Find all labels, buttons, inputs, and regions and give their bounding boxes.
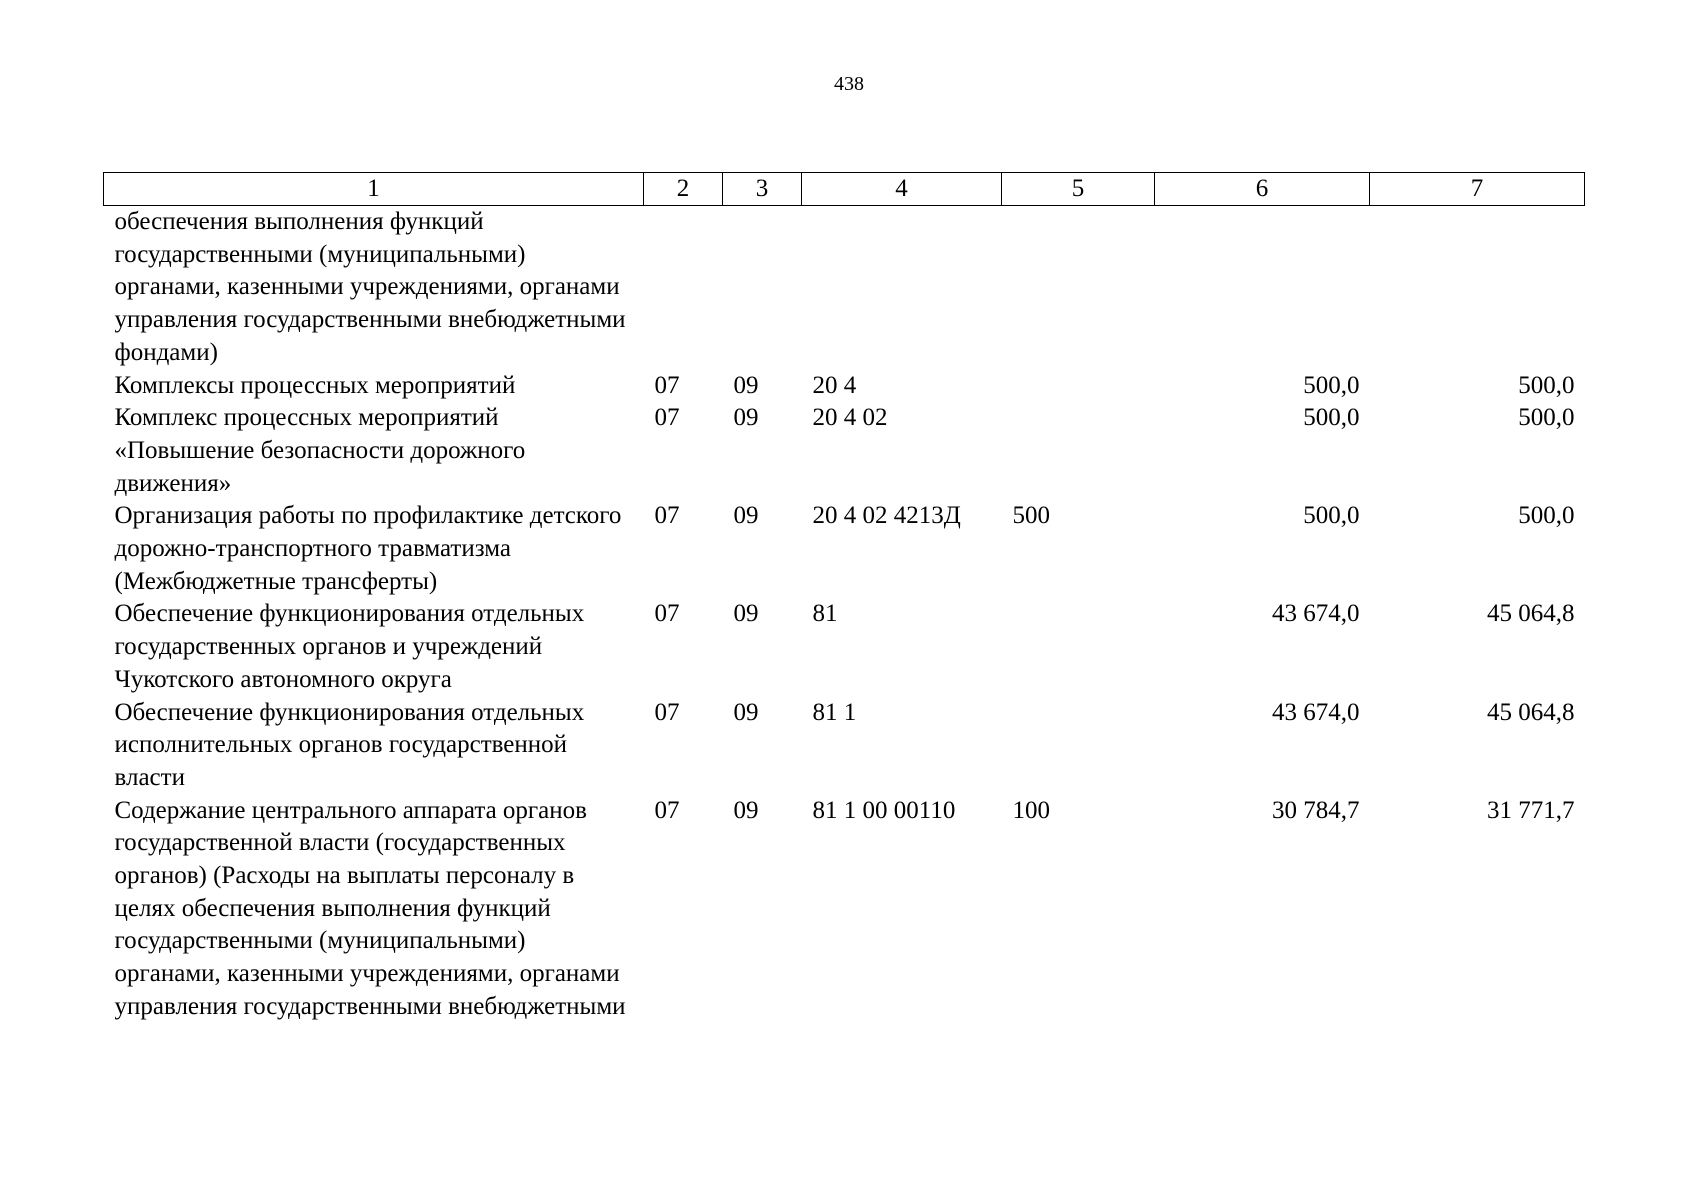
row-expense-type: 100 xyxy=(1012,796,1050,824)
row-section: 07 xyxy=(654,796,680,824)
row-name: Организация работы по профилактике детского дорожно-транспортного травматизма (Межбюджетные трансферты) xyxy=(114,502,622,595)
row-name: Обеспечение функционирования отдельных государственных органов и учреждений Чукотского автономного округа xyxy=(114,600,585,693)
column-header-3: 3 xyxy=(723,173,802,206)
row-target-code: 20 4 02 xyxy=(812,404,888,432)
row-target-code: 20 4 02 4213Д xyxy=(812,502,961,530)
row-amount-2 xyxy=(1370,206,1585,370)
row-amount-2: 500,0 xyxy=(1518,502,1575,530)
table-row xyxy=(104,370,1585,403)
row-amount-2: 45 064,8 xyxy=(1487,600,1575,628)
row-subsection: 09 xyxy=(733,796,759,824)
row-subsection: 09 xyxy=(733,600,759,628)
row-amount-1 xyxy=(1155,206,1370,370)
row-amount-1: 30 784,7 xyxy=(1272,796,1360,824)
table-row xyxy=(104,500,1585,598)
row-target-code xyxy=(802,206,1002,370)
row-section: 07 xyxy=(654,600,680,628)
row-subsection: 09 xyxy=(733,371,759,399)
row-name: Комплекс процессных мероприятий «Повышение безопасности дорожного движения» xyxy=(114,404,526,497)
table-row xyxy=(104,206,1585,370)
row-amount-2: 31 771,7 xyxy=(1487,796,1575,824)
column-header-5: 5 xyxy=(1002,173,1155,206)
row-expense-type xyxy=(1002,598,1155,696)
header-row xyxy=(104,173,1585,206)
row-amount-1: 43 674,0 xyxy=(1272,600,1360,628)
row-section: 07 xyxy=(654,502,680,530)
column-header-6: 6 xyxy=(1155,173,1370,206)
table-row xyxy=(104,402,1585,500)
table-header xyxy=(104,173,1585,206)
row-subsection: 09 xyxy=(733,698,759,726)
row-target-code: 20 4 xyxy=(812,371,857,399)
table-row xyxy=(104,697,1585,795)
column-header-1: 1 xyxy=(104,173,644,206)
row-name: Обеспечение функционирования отдельных исполнительных органов государственной власти xyxy=(114,698,585,791)
row-amount-2: 500,0 xyxy=(1518,404,1575,432)
column-header-7: 7 xyxy=(1370,173,1585,206)
row-subsection: 09 xyxy=(733,404,759,432)
row-subsection: 09 xyxy=(733,502,759,530)
row-name: обеспечения выполнения функций государственными (муниципальными) органами, казенными учреждениями, органами управления государственными внебюджетными фондами) xyxy=(114,208,626,366)
row-amount-1: 500,0 xyxy=(1303,371,1360,399)
page-number: 438 xyxy=(834,73,864,95)
row-section: 07 xyxy=(654,371,680,399)
row-expense-type: 500 xyxy=(1012,502,1050,530)
row-amount-2: 500,0 xyxy=(1518,371,1575,399)
column-header-2: 2 xyxy=(644,173,723,206)
row-expense-type xyxy=(1002,370,1155,403)
row-subsection xyxy=(723,206,802,370)
row-section: 07 xyxy=(654,404,680,432)
row-name: Содержание центрального аппарата органов государственной власти (государственных органов) (Расходы на выплаты персоналу в целях обеспечения выполнения функций государственными (муниципальными) органами, казенными учреждениями, органами управления государственными внебюджетными xyxy=(114,796,626,1020)
row-target-code: 81 1 xyxy=(812,698,857,726)
row-amount-1: 500,0 xyxy=(1303,404,1360,432)
row-target-code: 81 1 00 00110 xyxy=(812,796,956,824)
row-expense-type xyxy=(1002,697,1155,795)
row-expense-type xyxy=(1002,402,1155,500)
row-name: Комплексы процессных мероприятий xyxy=(114,371,516,399)
row-expense-type xyxy=(1002,206,1155,370)
column-header-4: 4 xyxy=(802,173,1002,206)
row-amount-1: 500,0 xyxy=(1303,502,1360,530)
row-amount-1: 43 674,0 xyxy=(1272,698,1360,726)
row-section: 07 xyxy=(654,698,680,726)
budget-table xyxy=(103,172,1585,1024)
table-row xyxy=(104,795,1585,1024)
row-section xyxy=(644,206,723,370)
row-amount-2: 45 064,8 xyxy=(1487,698,1575,726)
table-row xyxy=(104,598,1585,696)
row-target-code: 81 xyxy=(812,600,838,628)
table-body xyxy=(104,206,1585,1024)
